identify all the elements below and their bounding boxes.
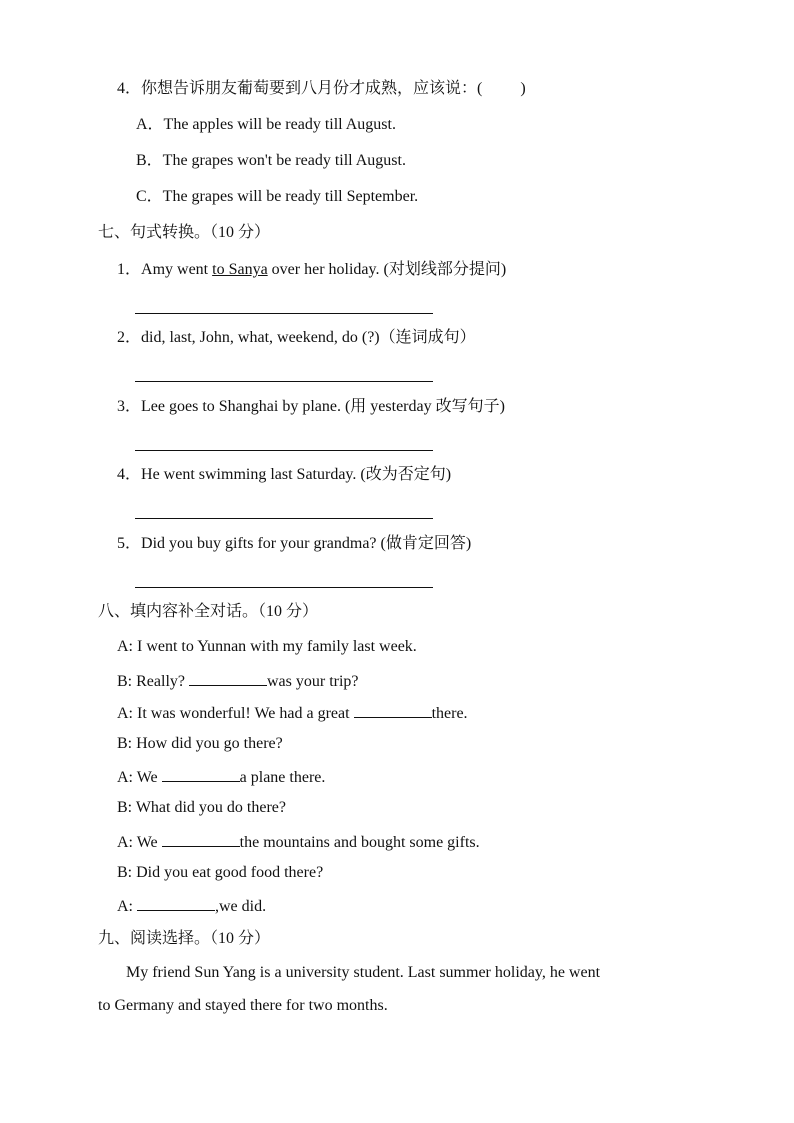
- s7-item-4: [117, 465, 451, 485]
- dialogue-text: B: What did you do there?: [117, 799, 286, 816]
- answer-line-3[interactable]: [135, 450, 433, 451]
- dialogue-line: [117, 895, 266, 917]
- dialogue-line: [117, 702, 468, 724]
- option-b: B．The grapes won't be ready till August.: [136, 152, 406, 169]
- dialogue-text: A:: [117, 898, 137, 915]
- item-number: 3．: [117, 398, 142, 415]
- dialogue-text: was your trip?: [266, 673, 359, 690]
- s7-item-3: [117, 397, 505, 417]
- dialogue-text: there.: [431, 705, 468, 722]
- answer-line-4[interactable]: [135, 518, 433, 519]
- question-number: 4．: [117, 80, 142, 97]
- fill-blank[interactable]: [354, 702, 432, 718]
- item-number: 4．: [117, 466, 142, 483]
- s7-item-5: [117, 534, 471, 554]
- dialogue-line: [117, 637, 417, 657]
- s7-item-1: [117, 260, 506, 280]
- dialogue-text: A: It was wonderful! We had a great: [117, 705, 354, 722]
- dialogue-text: the mountains and bought some gifts.: [239, 834, 480, 851]
- item-text: He went swimming last Saturday. (改为否定句): [141, 466, 452, 483]
- dialogue-line: [117, 831, 480, 853]
- dialogue-text: B: Did you eat good food there?: [117, 864, 324, 881]
- dialogue-text: A: We: [117, 834, 162, 851]
- dialogue-text: A: I went to Yunnan with my family last week.: [117, 638, 417, 655]
- s7-item-2: [117, 328, 476, 348]
- section-7-title: 七、句式转换。（10 分）: [98, 224, 271, 241]
- question-text: 你想告诉朋友葡萄要到八月份才成熟，应该说：(: [141, 80, 483, 97]
- dialogue-line: [117, 863, 323, 883]
- item-number: 2．: [117, 329, 142, 346]
- option-a: A．The apples will be ready till August.: [136, 116, 396, 133]
- fill-blank[interactable]: [189, 670, 267, 686]
- answer-line-5[interactable]: [135, 587, 433, 588]
- item-number: 1．: [117, 261, 142, 278]
- fill-blank[interactable]: [162, 831, 240, 847]
- paren-close: ): [520, 80, 526, 97]
- underlined-phrase: to Sanya: [212, 261, 268, 278]
- dialogue-text: A: We: [117, 769, 162, 786]
- dialogue-text: ,we did.: [215, 898, 267, 915]
- question-4: [117, 79, 526, 99]
- dialogue-text: B: Really?: [117, 673, 189, 690]
- fill-blank[interactable]: [137, 895, 215, 911]
- reading-paragraph-line-2: to Germany and stayed there for two months.: [98, 997, 388, 1014]
- section-8-title: 八、填内容补全对话。（10 分）: [98, 603, 319, 620]
- item-text-before: Amy went: [141, 261, 213, 278]
- answer-line-2[interactable]: [135, 381, 433, 382]
- dialogue-text: a plane there.: [239, 769, 326, 786]
- item-text-after: over her holiday. (对划线部分提问): [267, 261, 507, 278]
- dialogue-line: [117, 766, 325, 788]
- dialogue-line: [117, 670, 359, 692]
- answer-line-1[interactable]: [135, 313, 433, 314]
- section-9-title: 九、阅读选择。（10 分）: [98, 930, 271, 947]
- dialogue-line: [117, 734, 283, 754]
- option-c: C．The grapes will be ready till September.: [136, 188, 419, 205]
- item-number: 5．: [117, 535, 142, 552]
- item-text: Did you buy gifts for your grandma? (做肯定回答): [141, 535, 472, 552]
- dialogue-text: B: How did you go there?: [117, 735, 283, 752]
- reading-paragraph-line-1: My friend Sun Yang is a university student. Last summer holiday, he went: [126, 964, 601, 981]
- fill-blank[interactable]: [162, 766, 240, 782]
- item-text: did, last, John, what, weekend, do (?)（连词成句）: [141, 329, 476, 346]
- item-text: Lee goes to Shanghai by plane. (用 yesterday 改写句子): [141, 398, 505, 415]
- dialogue-line: [117, 798, 286, 818]
